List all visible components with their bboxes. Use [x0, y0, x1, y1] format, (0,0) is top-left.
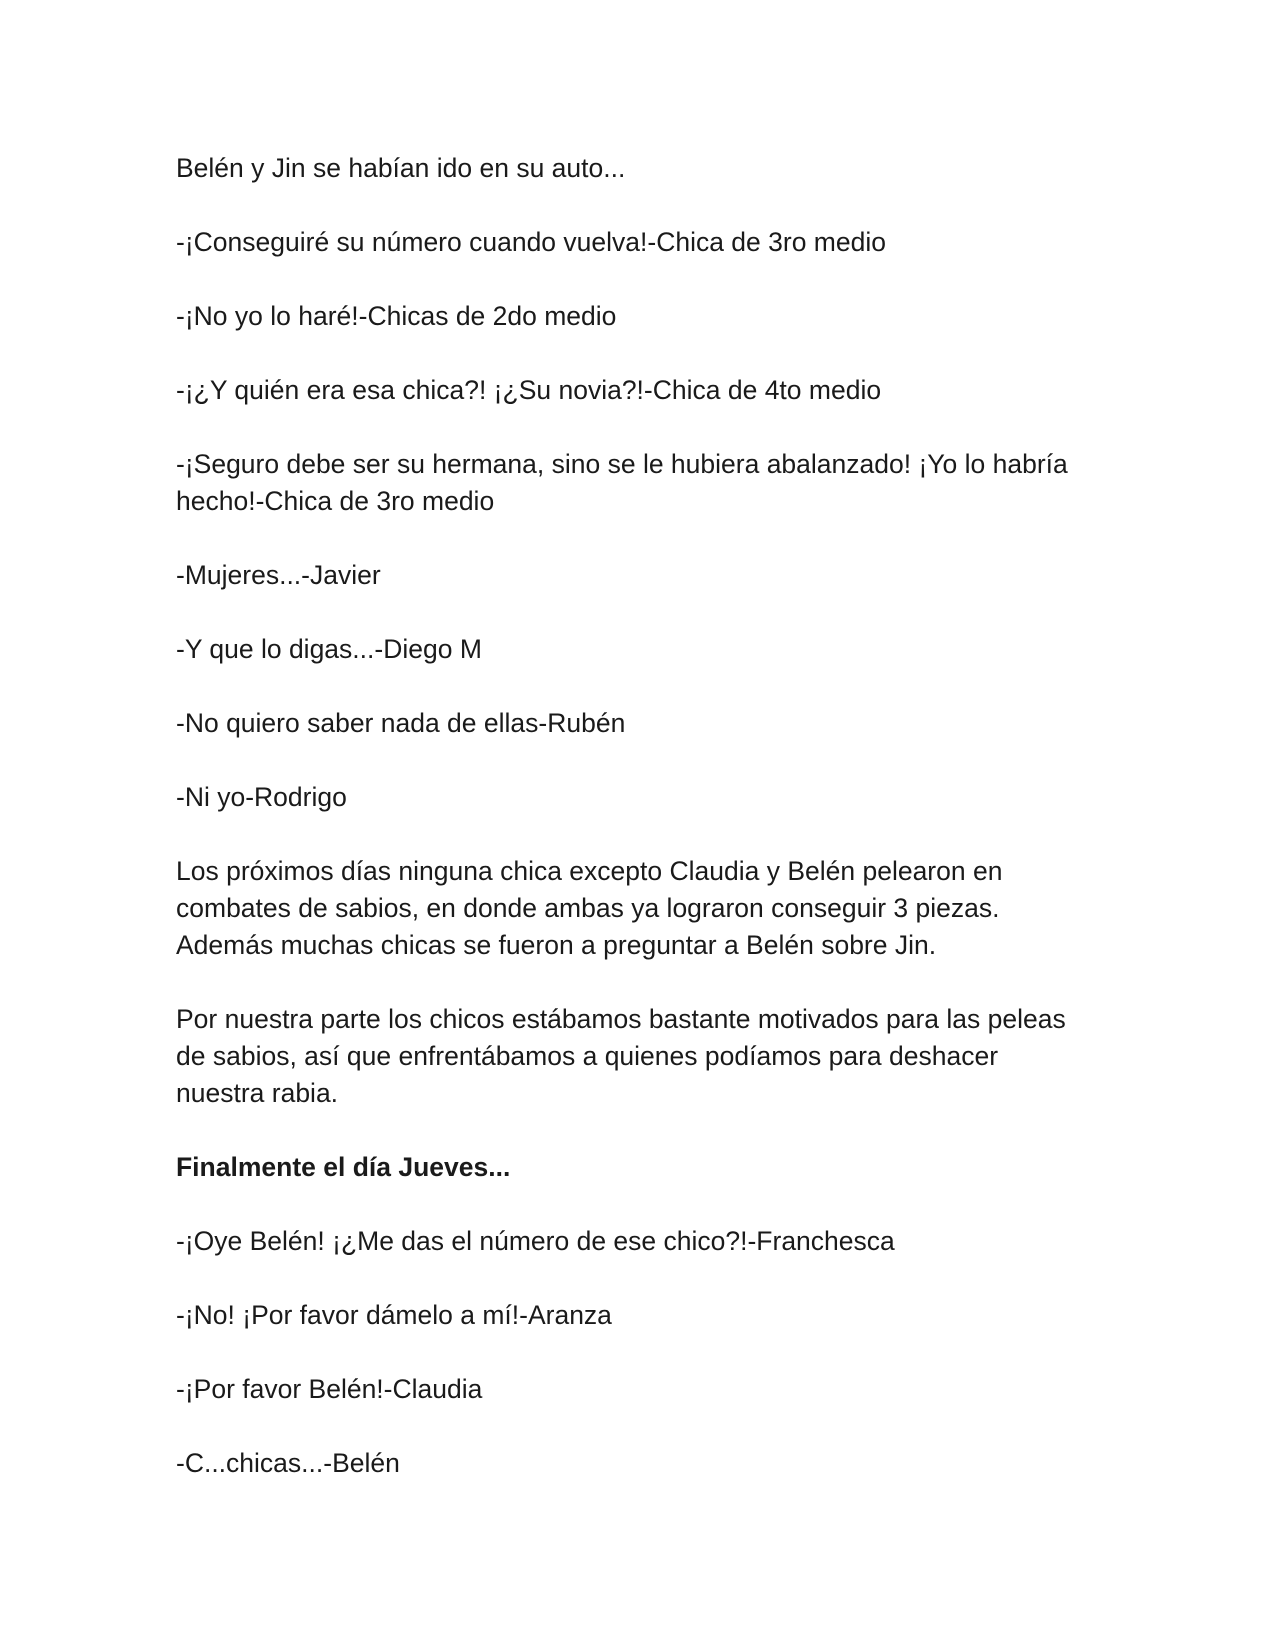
- paragraph-dialogue: -Y que lo digas...-Diego M: [176, 634, 482, 664]
- paragraph-dialogue: -¡Conseguiré su número cuando vuelva!-Chica de 3ro medio: [176, 227, 886, 257]
- paragraph-narration: Los próximos días ninguna chica excepto Claudia y Belén pelearon en combates de sabios, en donde ambas ya lograron conseguir 3 piezas. Además muchas chicas se fueron a preguntar a Belén sobre Jin.: [176, 856, 1003, 960]
- paragraph-dialogue: -¡Por favor Belén!-Claudia: [176, 1374, 483, 1404]
- paragraph-narration: Por nuestra parte los chicos estábamos bastante motivados para las peleas de sabios, así que enfrentábamos a quienes podíamos para deshacer nuestra rabia.: [176, 1004, 1066, 1108]
- paragraph-dialogue: -¡No yo lo haré!-Chicas de 2do medio: [176, 301, 617, 331]
- paragraph-narration: Belén y Jin se habían ido en su auto...: [176, 153, 626, 183]
- paragraph-dialogue: -Mujeres...-Javier: [176, 560, 381, 590]
- paragraph-dialogue: -No quiero saber nada de ellas-Rubén: [176, 708, 626, 738]
- paragraph-scene-heading: Finalmente el día Jueves...: [176, 1152, 511, 1182]
- paragraph-dialogue: -¡Oye Belén! ¡¿Me das el número de ese chico?!-Franchesca: [176, 1226, 895, 1256]
- document-page: [176, 150, 1076, 1519]
- paragraph-dialogue: -¡No! ¡Por favor dámelo a mí!-Aranza: [176, 1300, 612, 1330]
- paragraph-dialogue: -¡¿Y quién era esa chica?! ¡¿Su novia?!-Chica de 4to medio: [176, 375, 882, 405]
- paragraph-dialogue: -Ni yo-Rodrigo: [176, 782, 347, 812]
- paragraph-dialogue: -C...chicas...-Belén: [176, 1448, 400, 1478]
- paragraph-dialogue: -¡Seguro debe ser su hermana, sino se le hubiera abalanzado! ¡Yo lo habría hecho!-Chica de 3ro medio: [176, 449, 1068, 516]
